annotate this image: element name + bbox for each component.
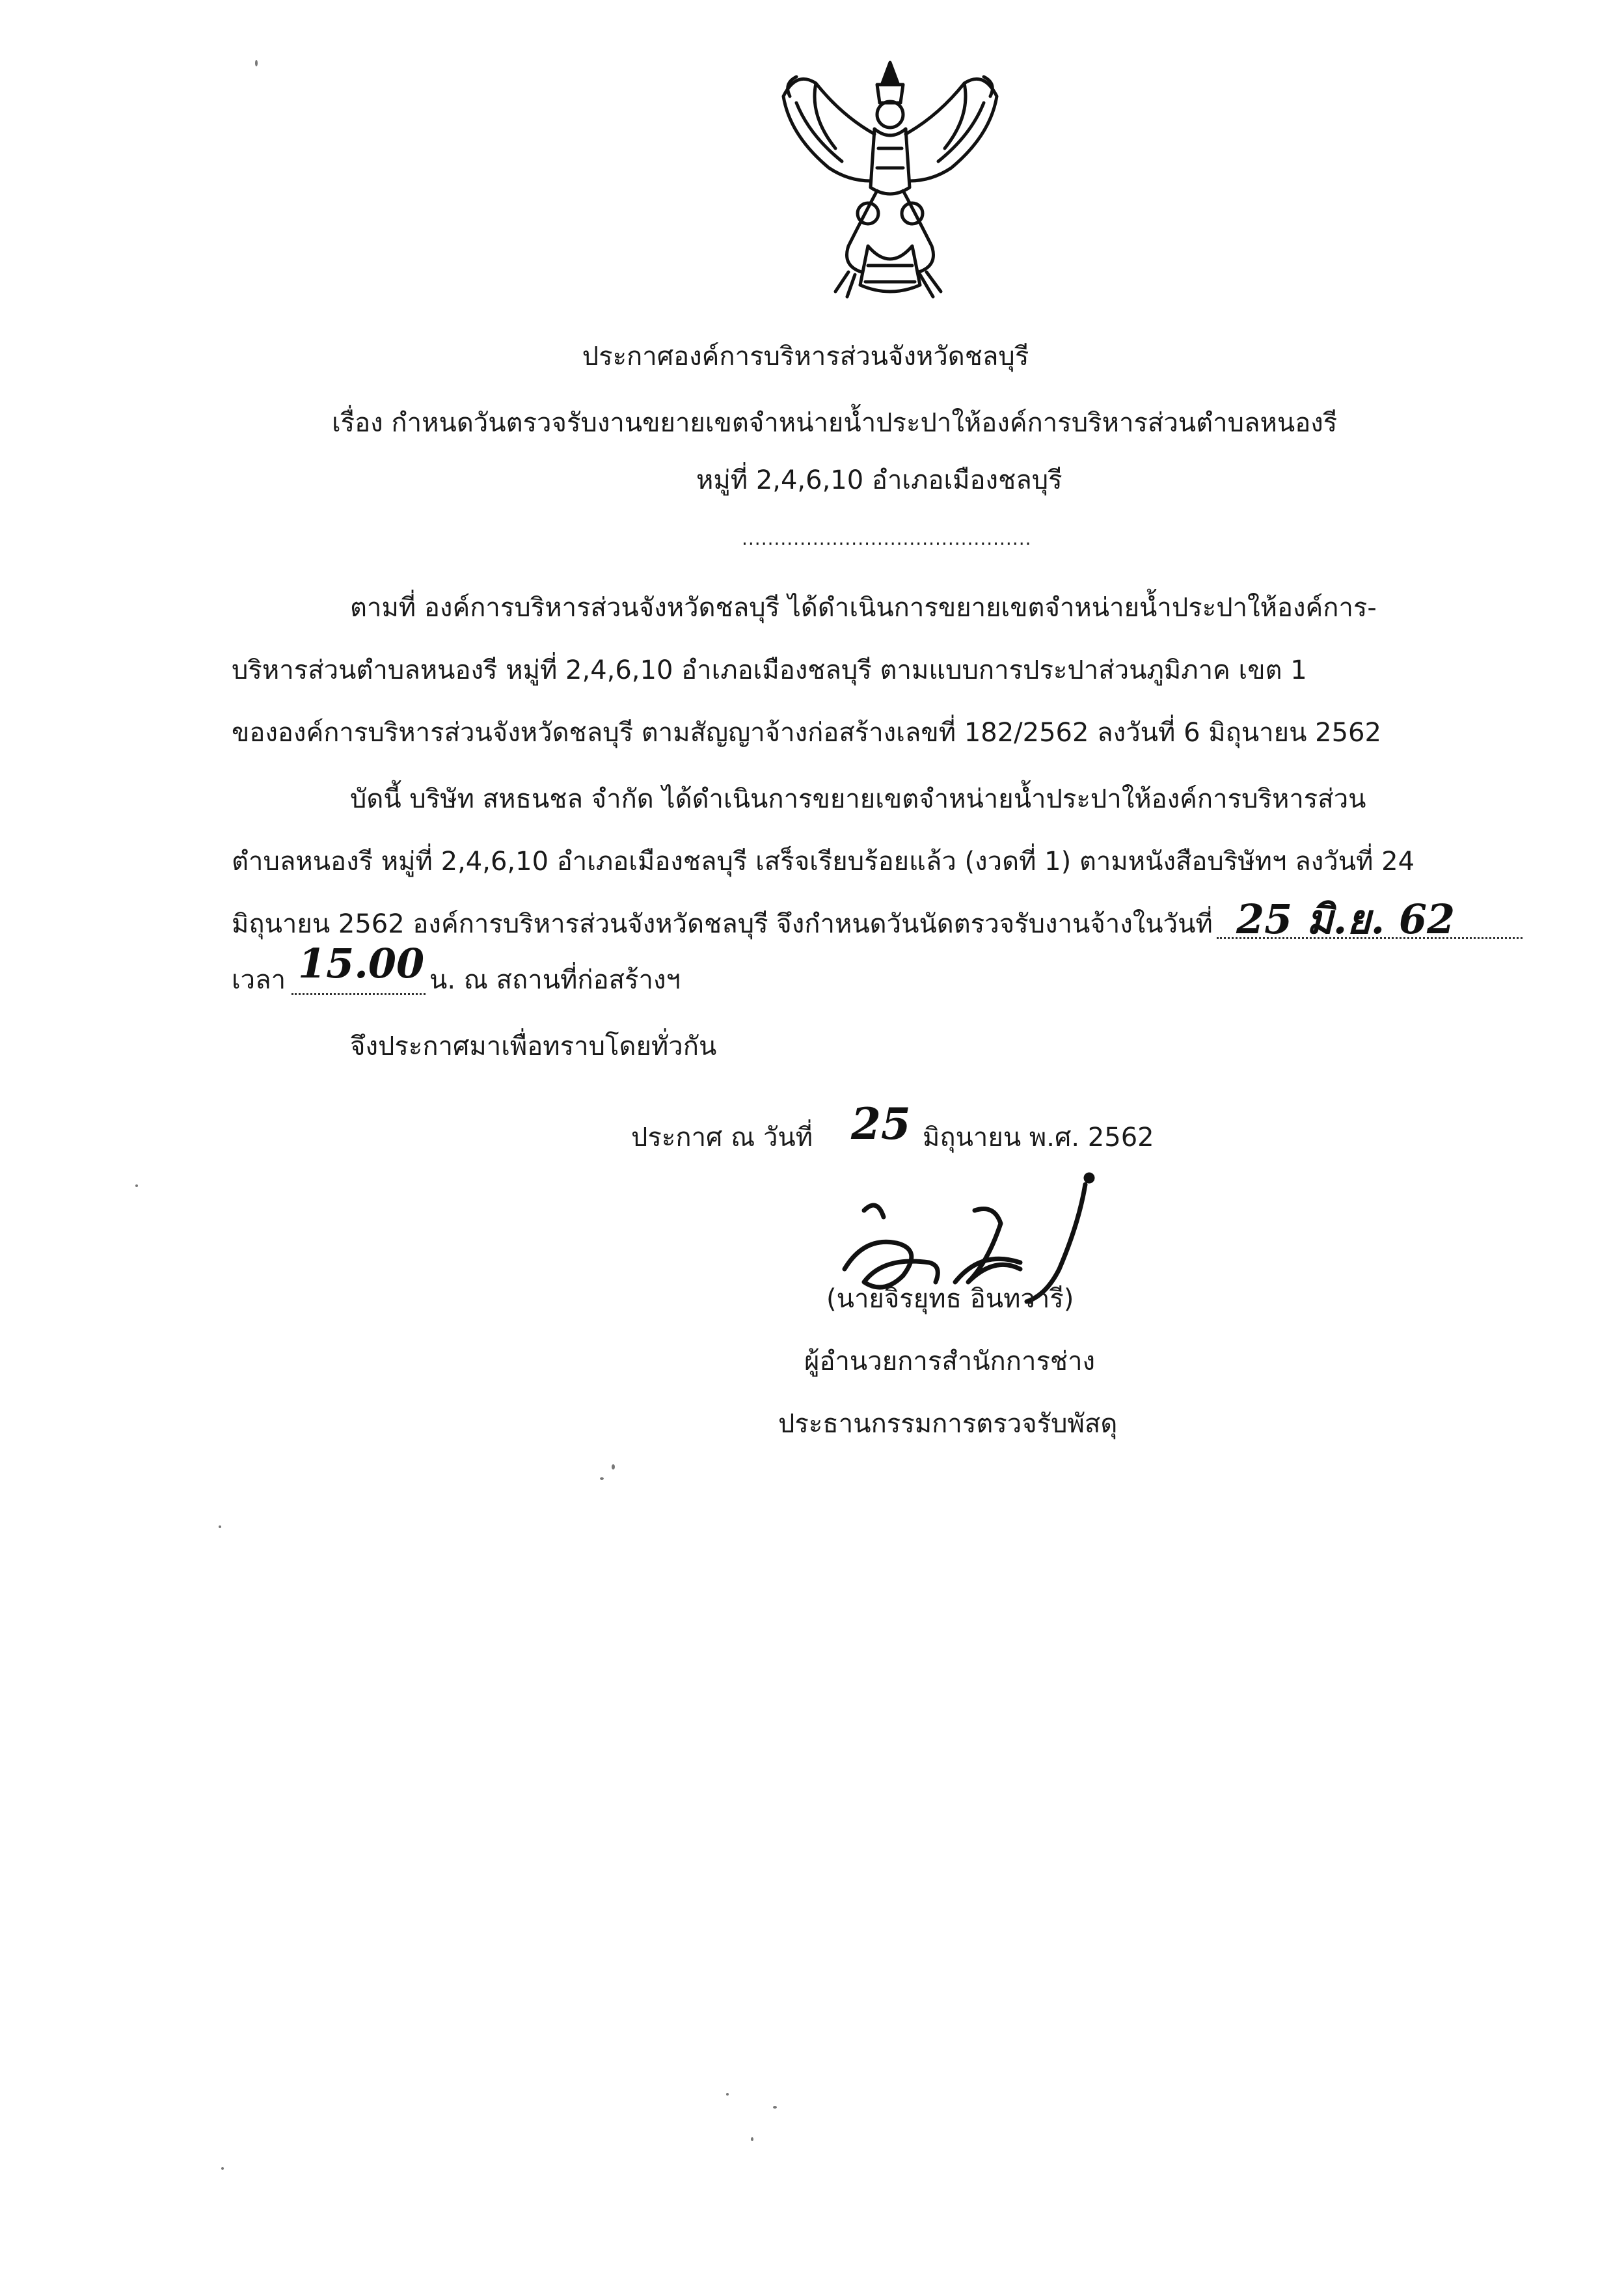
- handwritten-inspection-date: 25 มิ.ย. 62: [1236, 895, 1455, 943]
- signatory-role: ประธานกรรมการตรวจรับพัสดุ: [778, 1409, 1118, 1439]
- time-suffix: น. ณ สถานที่ก่อสร้างฯ: [429, 965, 681, 995]
- document-organization: ประกาศองค์การบริหารส่วนจังหวัดชลบุรี: [582, 342, 1029, 372]
- scan-speck: [255, 60, 258, 66]
- signatory-position: ผู้อำนวยการสำนักการช่าง: [804, 1346, 1096, 1376]
- scan-speck: [612, 1464, 615, 1469]
- scan-speck: [219, 1525, 221, 1528]
- handwritten-announcement-day: 25: [851, 1099, 911, 1149]
- signatory-name: (นายจิรยุทธ อินทวารี): [826, 1284, 1074, 1314]
- paragraph-1-line-1: ตามที่ องค์การบริหารส่วนจังหวัดชลบุรี ได้ดำเนินการขยายเขตจำหน่ายน้ำประปาให้องค์การ-: [350, 593, 1377, 623]
- handwritten-time: 15.00: [298, 940, 425, 987]
- scan-speck: [600, 1477, 604, 1480]
- paragraph-2-line-3: มิถุนายน 2562 องค์การบริหารส่วนจังหวัดชลบุรี จึงกำหนดวันนัดตรวจรับงานจ้างในวันที่: [232, 909, 1213, 939]
- paragraph-1-line-3: ขององค์การบริหารส่วนจังหวัดชลบุรี ตามสัญญาจ้างก่อสร้างเลขที่ 182/2562 ลงวันที่ 6 มิถุนายน 2562: [232, 718, 1381, 748]
- garuda-emblem-icon: [770, 57, 1010, 305]
- header-separator: .............................................: [742, 528, 1032, 549]
- announcement-date-suffix: มิถุนายน พ.ศ. 2562: [923, 1123, 1154, 1153]
- scan-speck: [726, 2093, 729, 2096]
- document-subject-continued: หมู่ที่ 2,4,6,10 อำเภอเมืองชลบุรี: [696, 465, 1063, 495]
- time-label: เวลา: [232, 965, 286, 995]
- paragraph-1-line-2: บริหารส่วนตำบลหนองรี หมู่ที่ 2,4,6,10 อำเภอเมืองชลบุรี ตามแบบการประปาส่วนภูมิภาค เขต 1: [232, 655, 1307, 685]
- document-subject: เรื่อง กำหนดวันตรวจรับงานขยายเขตจำหน่ายน้ำประปาให้องค์การบริหารส่วนตำบลหนองรี: [332, 408, 1338, 438]
- scan-speck: [773, 2106, 777, 2109]
- paragraph-2-line-1: บัดนี้ บริษัท สหธนชล จำกัด ได้ดำเนินการขยายเขตจำหน่ายน้ำประปาให้องค์การบริหารส่วน: [350, 784, 1366, 814]
- scan-speck: [135, 1184, 138, 1187]
- scan-speck: [751, 2137, 753, 2141]
- scan-speck: [221, 2167, 224, 2170]
- paragraph-2-line-2: ตำบลหนองรี หมู่ที่ 2,4,6,10 อำเภอเมืองชลบุรี เสร็จเรียบร้อยแล้ว (งวดที่ 1) ตามหนังสือบริษัทฯ ลงวันที่ 24: [232, 847, 1415, 877]
- closing-statement: จึงประกาศมาเพื่อทราบโดยทั่วกัน: [350, 1032, 717, 1061]
- announcement-date-prefix: ประกาศ ณ วันที่: [631, 1123, 813, 1153]
- time-fill-line: [291, 993, 426, 995]
